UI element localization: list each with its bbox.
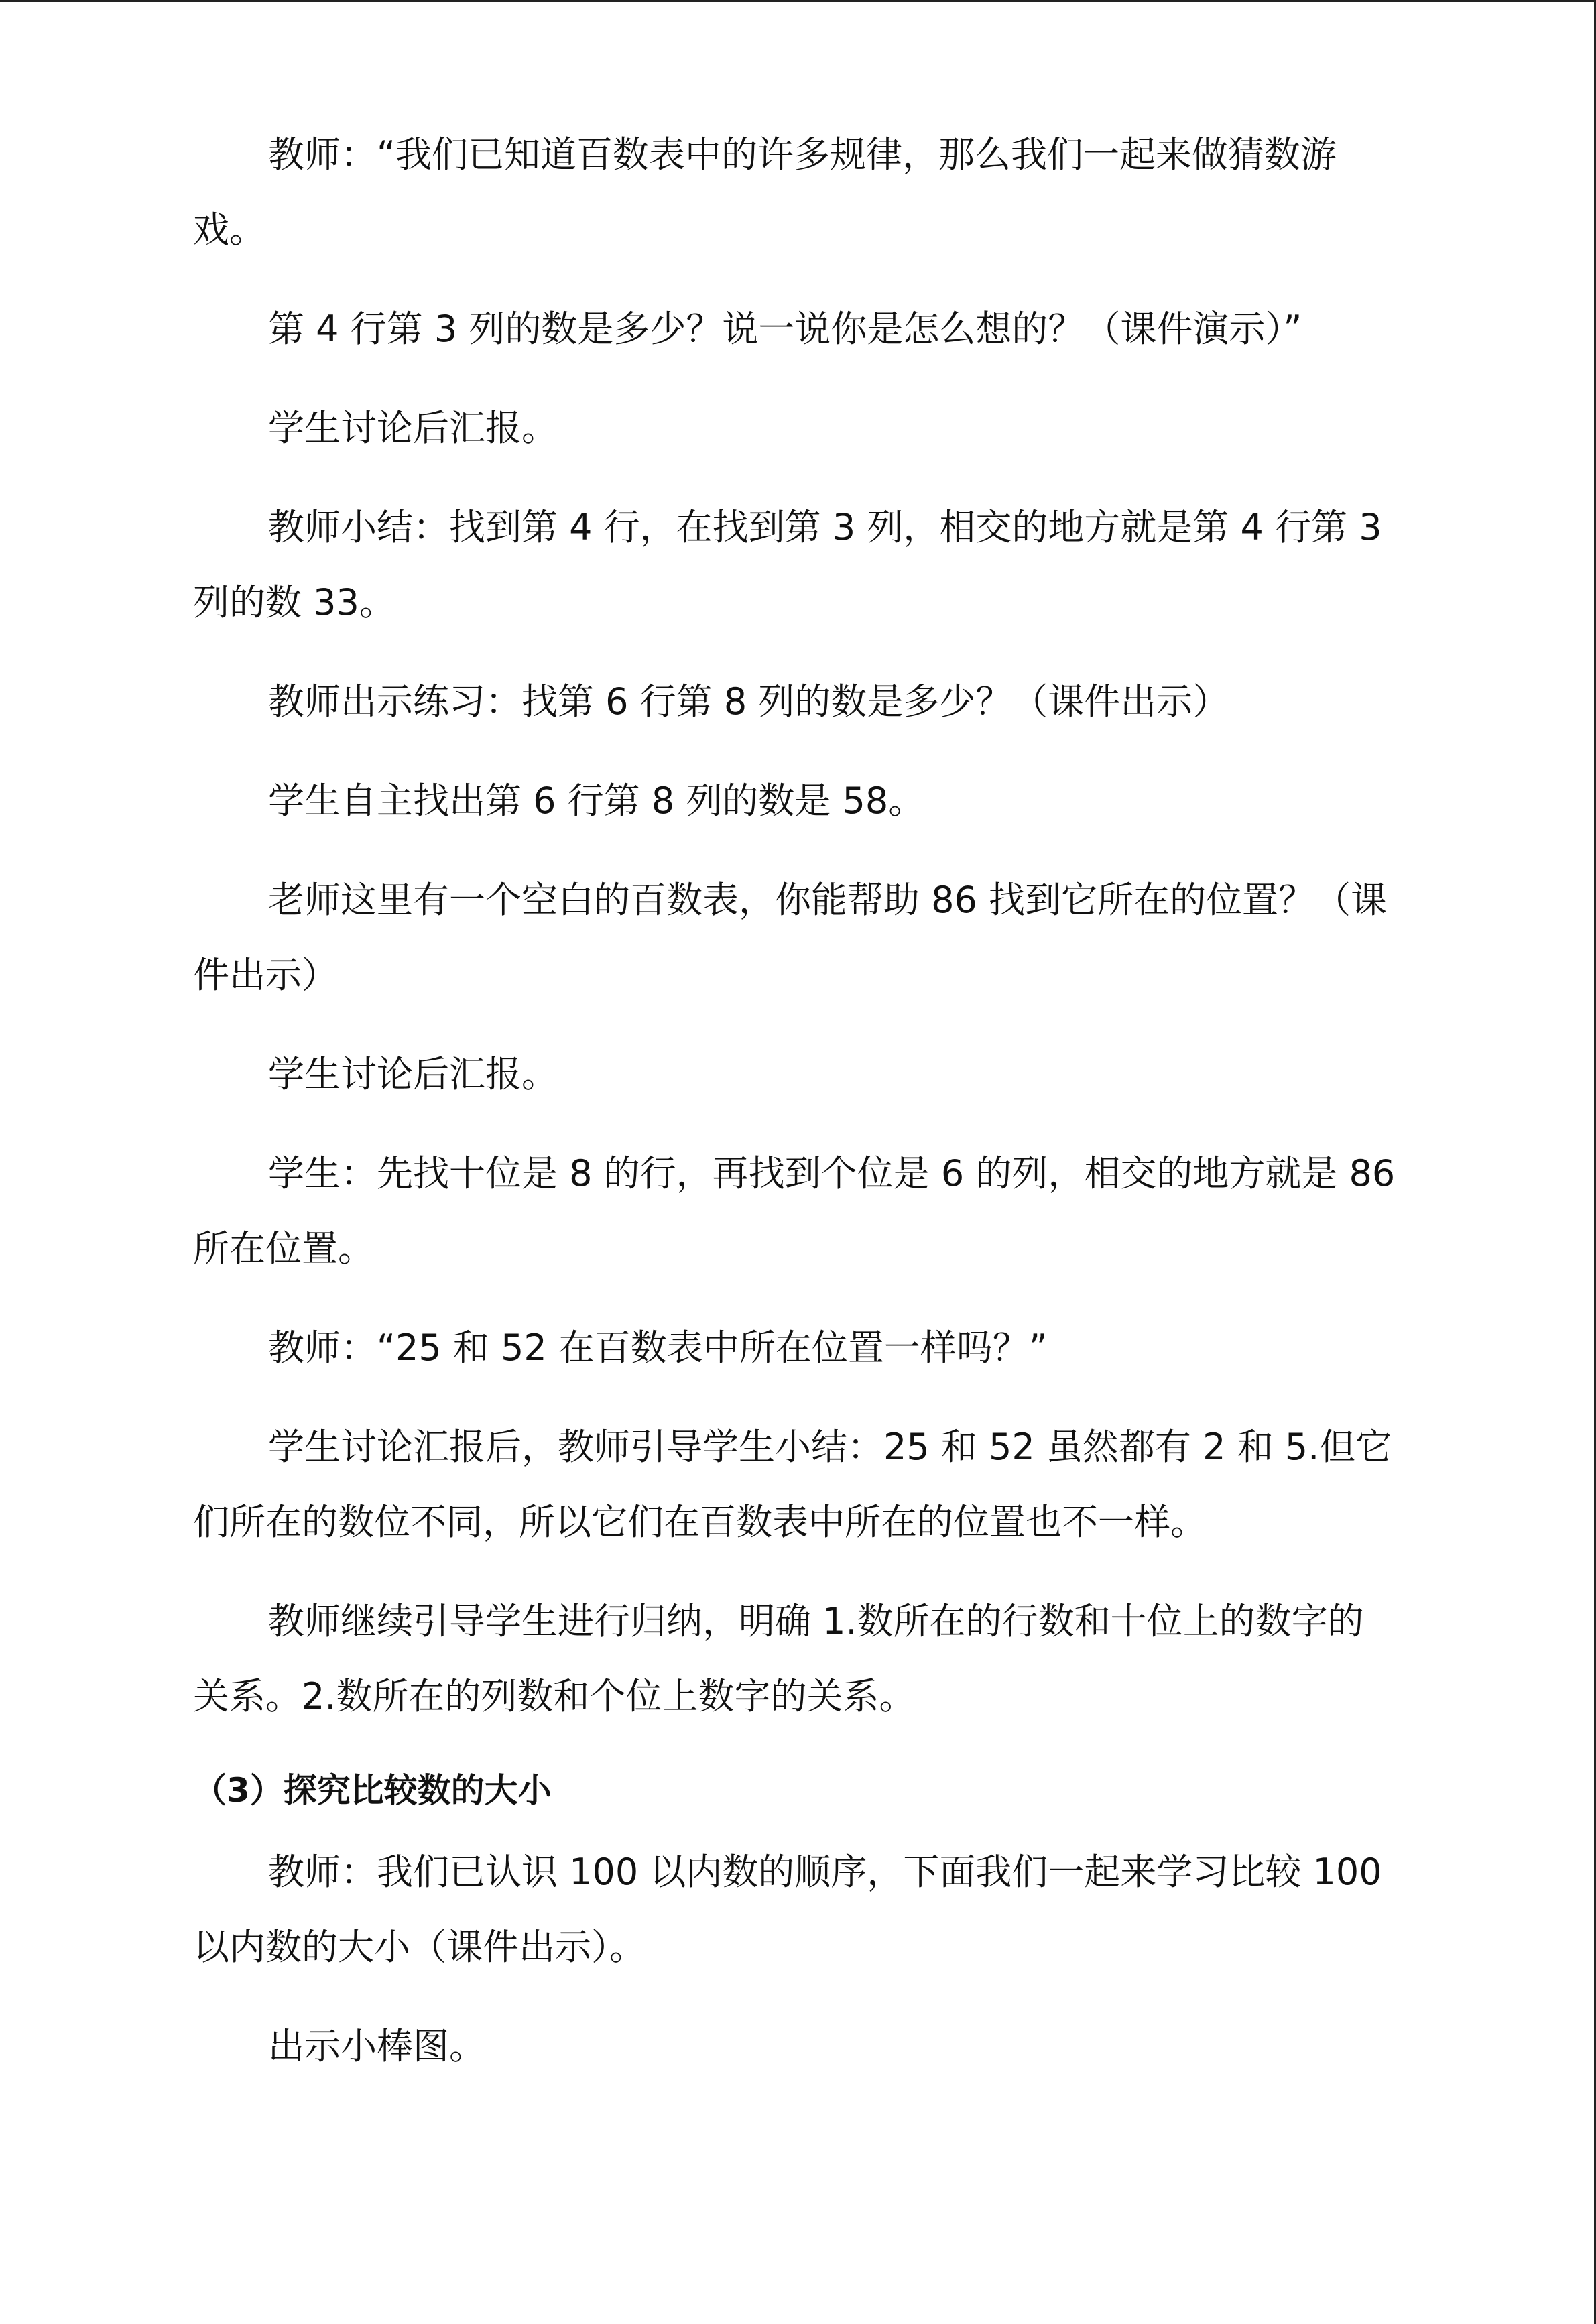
paragraph-compare-intro: 教师：我们已认识 100 以内数的顺序，下面我们一起来学习比较 100 以内数的大小（课件出示）。 (193, 1851, 1382, 1968)
paragraph-student-report-1: 学生讨论后汇报。 (268, 407, 558, 449)
paragraph-generalization: 教师继续引导学生进行归纳，明确 1.数所在的行数和十位上的数字的关系。2.数所在的列数和个位上数字的关系。 (193, 1600, 1364, 1717)
document-page (193, 117, 1400, 2108)
paragraph-student-report-2: 学生讨论后汇报。 (268, 1053, 558, 1095)
paragraph-stick-diagram: 出示小棒图。 (268, 2025, 485, 2067)
paragraph-blank-table-86: 老师这里有一个空白的百数表，你能帮助 86 找到它所在的位置？（课件出示） (193, 879, 1388, 996)
paragraph-student-method-86: 学生：先找十位是 8 的行，再找到个位是 6 的列，相交的地方就是 86 所在位置。 (193, 1152, 1396, 1270)
paragraph-summary-25-52: 学生讨论汇报后，教师引导学生小结：25 和 52 虽然都有 2 和 5.但它们所在的数位不同，所以它们在百数表中所在的位置也不一样。 (193, 1426, 1392, 1543)
paragraph-teacher-summary: 教师小结：找到第 4 行，在找到第 3 列，相交的地方就是第 4 行第 3 列的数 33。 (193, 506, 1382, 623)
paragraph-student-answer-58: 学生自主找出第 6 行第 8 列的数是 58。 (268, 780, 925, 822)
paragraph-teacher-25-52: 教师：“25 和 52 在百数表中所在位置一样吗？” (268, 1327, 1048, 1369)
page-top-border (0, 0, 1596, 2)
paragraph-teacher-guess-game: 教师：“我们已知道百数表中的许多规律，那么我们一起来做猜数游戏。 (193, 133, 1337, 251)
paragraph-exercise: 教师出示练习：找第 6 行第 8 列的数是多少？（课件出示） (268, 680, 1229, 723)
section-heading-compare: （3）探究比较数的大小 (193, 1771, 552, 1810)
paragraph-question-row4-col3: 第 4 行第 3 列的数是多少？说一说你是怎么想的？（课件演示）” (268, 308, 1302, 350)
